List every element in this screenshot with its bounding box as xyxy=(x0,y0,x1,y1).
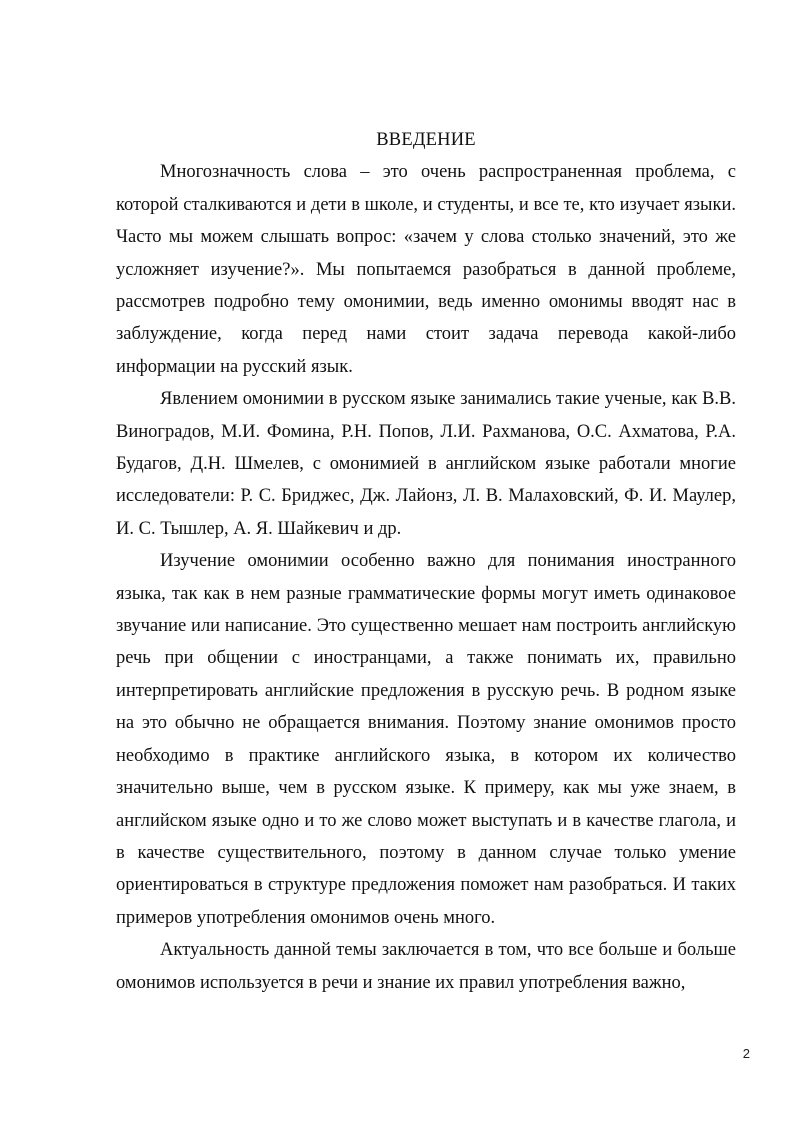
document-body xyxy=(116,124,736,999)
paragraph-importance: Изучение омонимии особенно важно для понимания иностранного языка, так как в нем разные грамматические формы могут иметь одинаковое звучание или написание. Это существенно мешает нам построить английскую речь при общении с иностранцами, а также понимать их, правильно интерпретировать английские предложения в русскую речь. В родном языке на это обычно не обращается внимания. Поэтому знание омонимов просто необходимо в практике английского языка, в котором их количество значительно выше, чем в русском языке. К примеру, как мы уже знаем, в английском языке одно и то же слово может выступать и в качестве глагола, и в качестве существительного, поэтому в данном случае только умение ориентироваться в структуре предложения поможет нам разобраться. И таких примеров употребления омонимов очень много. xyxy=(116,551,736,928)
paragraph-researchers: Явлением омонимии в русском языке занимались такие ученые, как В.В. Виноградов, М.И. Фомина, Р.Н. Попов, Л.И. Рахманова, О.С. Ахматова, Р.А. Будагов, Д.Н. Шмелев, с омонимией в английском языке работали многие исследователи: Р. С. Бриджес, Дж. Лайонз, Л. В. Малаховский, Ф. И. Маулер, И. С. Тышлер, А. Я. Шайкевич и др. xyxy=(116,389,736,539)
paragraph-polysemy: Многозначность слова – это очень распространенная проблема, с которой сталкиваются и дети в школе, и студенты, и все те, кто изучает языки. Часто мы можем слышать вопрос: «зачем у слова столько значений, это же усложняет изучение?». Мы попытаемся разобраться в данной проблеме, рассмотрев подробно тему омонимии, ведь именно омонимы вводят нас в заблуждение, когда перед нами стоит задача перевода какой-либо информации на русский язык. xyxy=(116,162,736,377)
paragraph-relevance: Актуальность данной темы заключается в том, что все больше и больше омонимов используется в речи и знание их правил употребления важно, xyxy=(116,940,736,993)
section-heading: ВВЕДЕНИЕ xyxy=(376,130,476,150)
page-number: 2 xyxy=(742,1046,750,1061)
